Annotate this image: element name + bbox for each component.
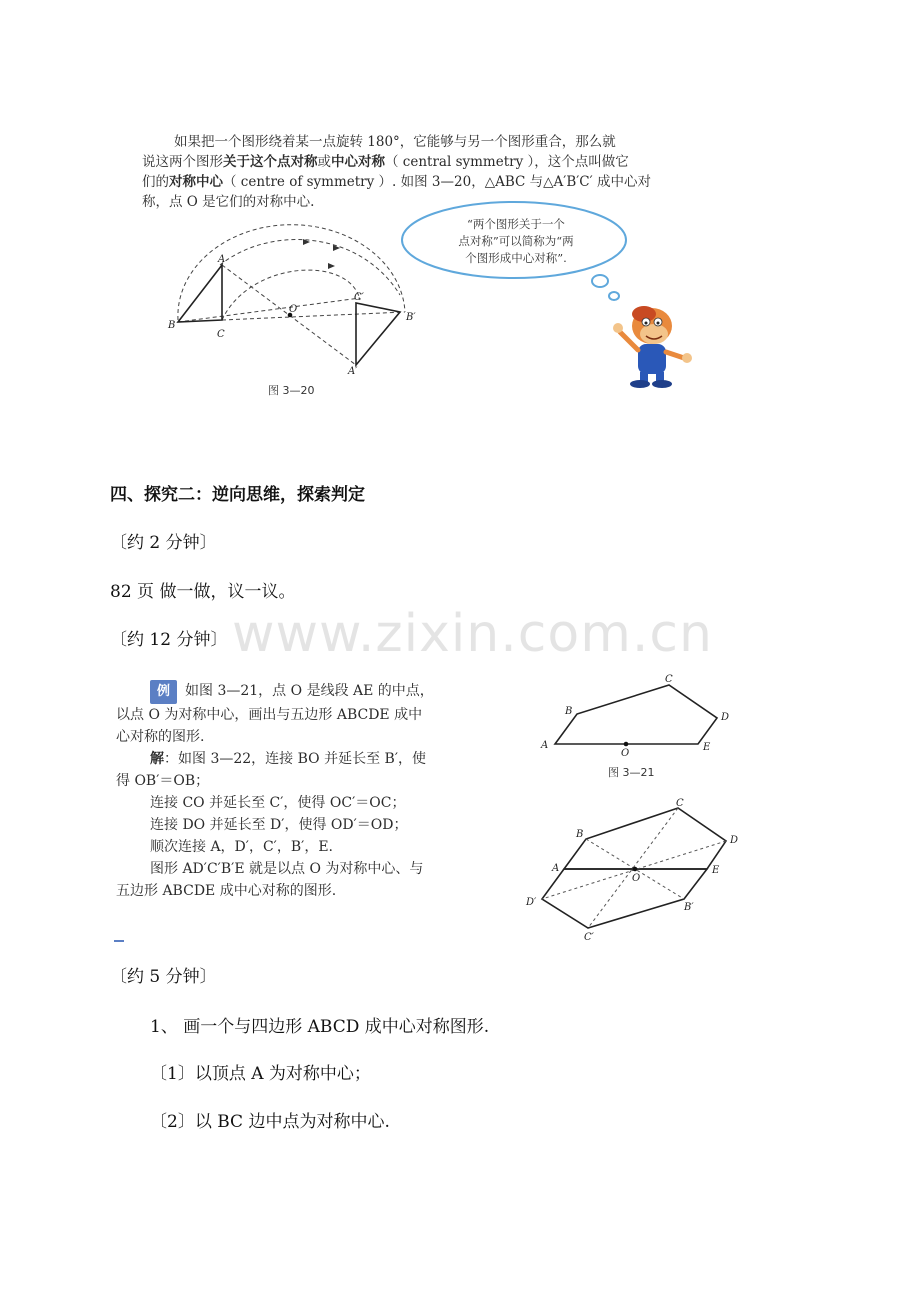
- figure-3-21-caption: 图 3—21: [608, 766, 655, 779]
- task-line: 82 页 做一做，议一议。: [110, 582, 296, 602]
- example-line-1: 例 如图 3—21，点 O 是线段 AE 的中点，: [116, 680, 516, 704]
- pentagon-image: [542, 869, 707, 928]
- example-tag: 例: [150, 680, 177, 704]
- book-line-3: 们的对称中心（ centre of symmetry ）. 如图 3—20，△ABC 与△A′B′C′ 成中心对: [142, 174, 651, 190]
- label-b-prime: B′: [406, 312, 416, 323]
- fig22-label-o: O: [632, 873, 641, 884]
- cartoon-mascot-icon: [600, 292, 700, 392]
- label-b: B: [168, 320, 176, 331]
- solution-line-3: 连接 CO 并延长至 C′，使得 OC′＝OC；: [150, 795, 406, 811]
- solution-line-1: 解：如图 3—22，连接 BO 并延长至 B′，使: [150, 751, 427, 767]
- fig22-label-c-prime: C′: [584, 932, 594, 943]
- solution-line-4: 连接 DO 并延长至 D′，使得 OD′＝OD；: [150, 817, 408, 833]
- time-note-2min: 〔约 2 分钟〕: [110, 533, 217, 553]
- fig22-label-e: E: [712, 865, 720, 876]
- decorative-mark: [114, 940, 124, 942]
- fig22-label-a: A: [552, 863, 560, 874]
- label-a: A: [218, 254, 226, 265]
- label-c-prime: C′: [354, 292, 364, 303]
- fig22-label-b: B: [576, 829, 584, 840]
- book-line-4: 称，点 O 是它们的对称中心.: [142, 194, 315, 210]
- example-block: [116, 680, 516, 902]
- fig21-label-e: E: [703, 742, 711, 753]
- pentagon-abcde: [555, 685, 717, 744]
- triangle-abc: [178, 265, 222, 322]
- pentagon-abcde: [564, 808, 726, 869]
- solution-line-6: 图形 AD′C′B′E 就是以点 O 为对称中心、与: [150, 861, 424, 877]
- cloud-bubble-1: [592, 275, 608, 287]
- time-note-12min: 〔约 12 分钟〕: [110, 630, 228, 650]
- solution-line-5: 顺次连接 A，D′，C′，B′，E.: [150, 839, 333, 855]
- fig21-label-a: A: [541, 740, 549, 751]
- example-line-3: 心对称的图形.: [116, 729, 205, 745]
- fig21-label-o: O: [621, 748, 630, 759]
- fig22-label-d: D: [730, 835, 739, 846]
- book-line-2: 说这两个图形关于这个点对称或中心对称（ central symmetry ），这个点叫做它: [142, 154, 629, 170]
- arc-middle: [220, 240, 400, 295]
- figure-3-21: [535, 672, 745, 762]
- exercise-sub-1: 〔1〕以顶点 A 为对称中心；: [150, 1064, 371, 1084]
- label-c: C: [217, 329, 225, 340]
- section-heading: 四、探究二：逆向思维，探索判定: [110, 485, 365, 505]
- book-line-1: 如果把一个图形绕着某一点旋转 180°，它能够与另一个图形重合，那么就: [174, 134, 616, 150]
- figure-3-22: [520, 795, 750, 945]
- figure-3-20-caption: 图 3—20: [268, 384, 315, 397]
- point-o: [624, 742, 629, 747]
- label-o: O: [289, 304, 298, 315]
- time-note-5min: 〔约 5 分钟〕: [110, 967, 217, 987]
- cloud-text: “两个图形关于一个 点对称”可以简称为“两 个图形成中心对称”.: [458, 217, 574, 265]
- dash-c-b1: [222, 312, 405, 320]
- watermark: www.zixin.com.cn: [232, 604, 713, 664]
- exercise-sub-2: 〔2〕以 BC 边中点为对称中心.: [150, 1112, 390, 1132]
- example-line-2: 以点 O 为对称中心，画出与五边形 ABCDE 成中: [116, 707, 423, 723]
- point-o: [633, 867, 638, 872]
- label-a-prime: A′: [348, 366, 358, 377]
- figure-3-20: [160, 220, 430, 400]
- solution-line-2: 得 OB′＝OB；: [116, 773, 210, 789]
- fig22-label-d-prime: D′: [526, 897, 537, 908]
- fig22-label-b-prime: B′: [684, 902, 694, 913]
- fig21-label-d: D: [721, 712, 730, 723]
- fig22-label-c: C: [676, 798, 684, 809]
- fig21-label-b: B: [565, 706, 573, 717]
- exercise-item-1: 1、 画一个与四边形 ABCD 成中心对称图形.: [150, 1017, 490, 1037]
- dash-b-c1: [178, 298, 360, 322]
- arrow-3: [328, 263, 335, 269]
- solution-line-7: 五边形 ABCDE 成中心对称的图形.: [116, 883, 337, 899]
- fig21-label-c: C: [665, 674, 673, 685]
